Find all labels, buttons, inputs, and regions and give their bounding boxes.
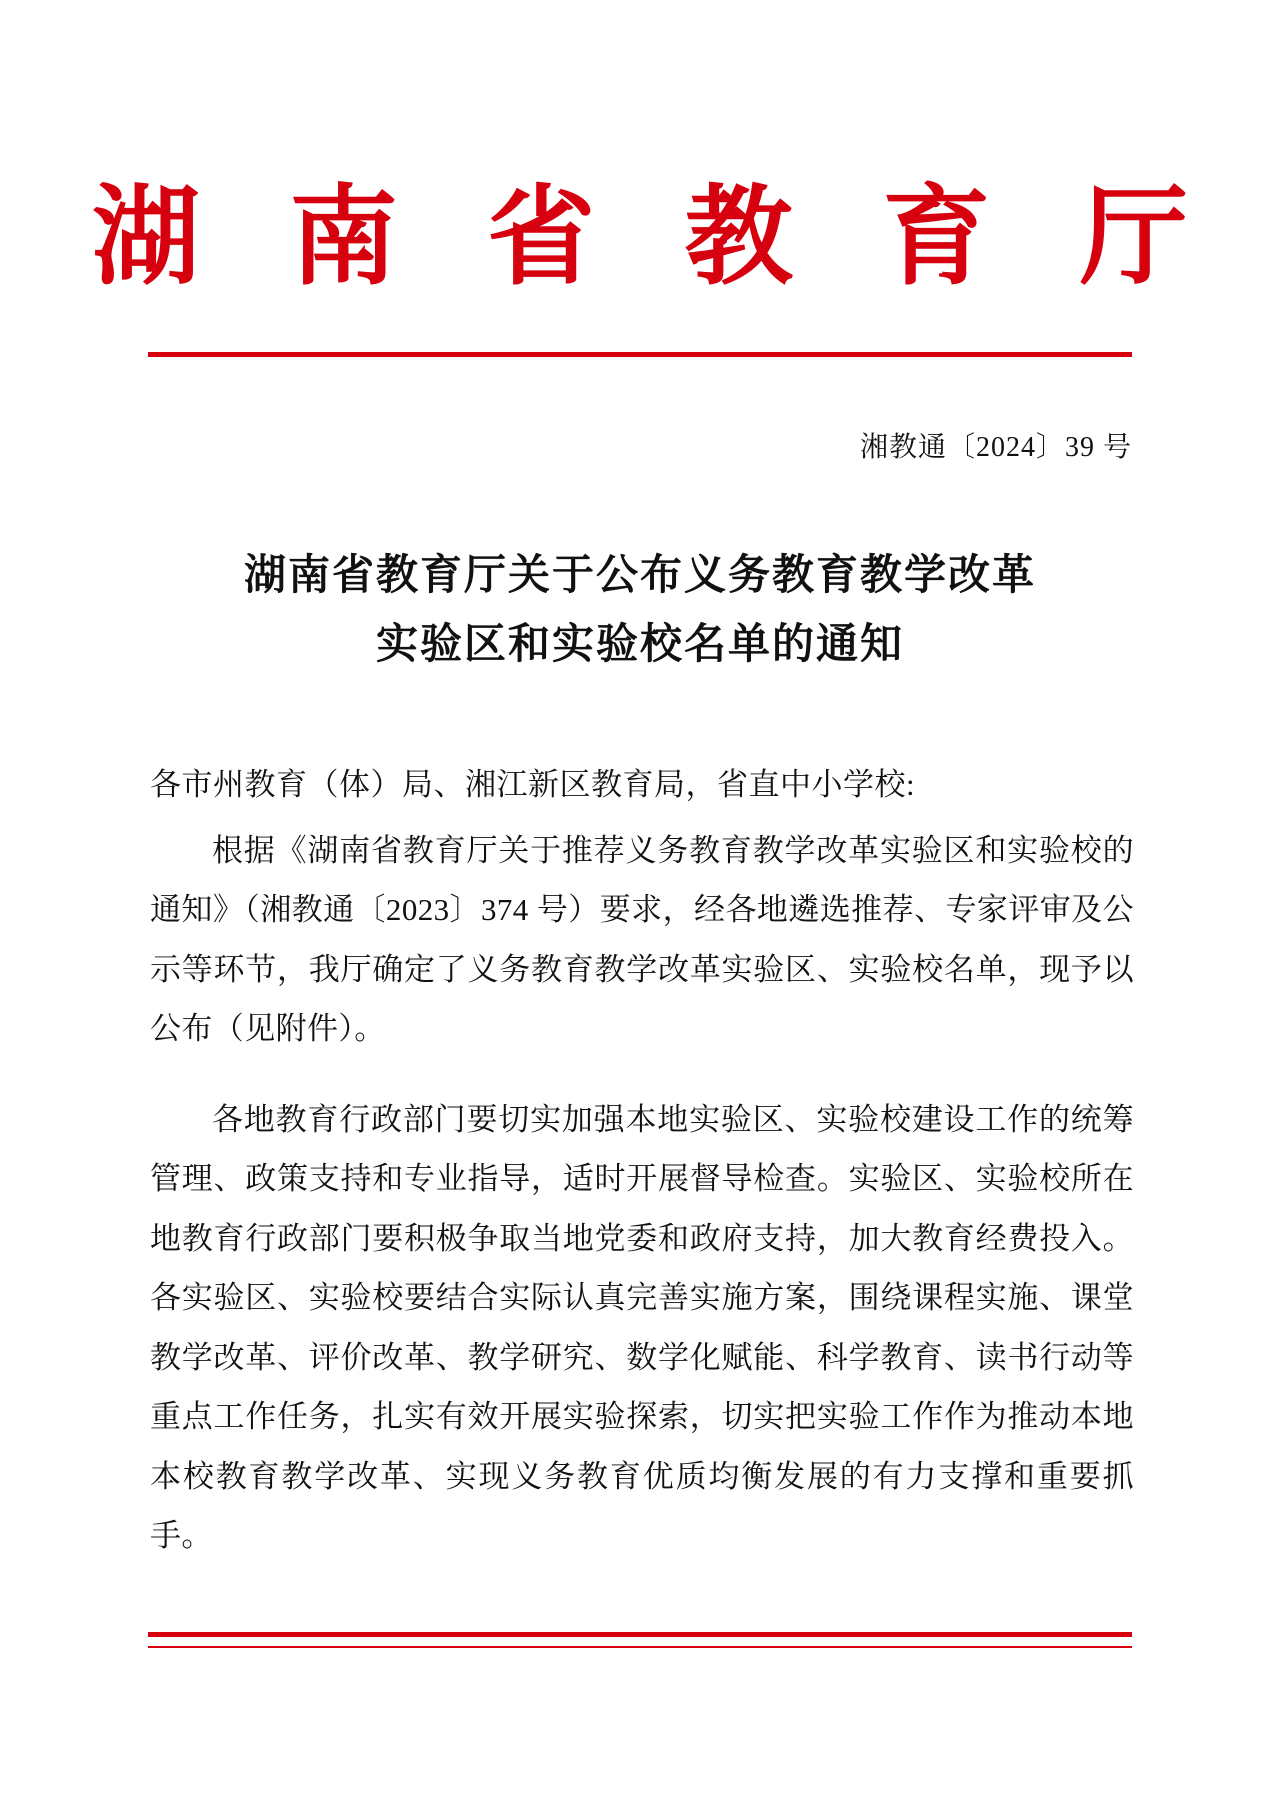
page-title-line-1: 湖南省教育厅关于公布义务教育教学改革 xyxy=(243,550,1036,599)
issuing-authority-title: 湖 南 省 教 育 厅 xyxy=(92,174,1214,300)
page-title-line-2: 实验区和实验校名单的通知 xyxy=(375,619,904,669)
document-body xyxy=(150,755,1134,1597)
header-red-rule xyxy=(148,352,1132,357)
masthead xyxy=(0,175,1280,299)
body-paragraph-2: 各地教育行政部门要切实加强本地实验区、实验校建设工作的统筹管理、政策支持和专业指导，适时开展督导检查。实验区、实验校所在地教育行政部门要积极争取当地党委和政府支持，加大教育经费投入。各实验区、实验校要结合实际认真完善实施方案，围绕课程实施、课堂教学改革、评价改革、教学研究、数学化赋能、科学教育、读书行动等重点工作任务，扎实有效开展实验探索，切实把实验工作作为推动本地本校教育教学改革、实现义务教育优质均衡发展的有力支撑和重要抓手。 xyxy=(150,1101,1134,1554)
footer-red-rule-thick xyxy=(148,1632,1132,1637)
page-title xyxy=(150,540,1130,679)
body-paragraph-1: 根据《湖南省教育厅关于推荐义务教育教学改革实验区和实验校的通知》（湘教通〔2023〕374 号）要求，经各地遴选推荐、专家评审及公示等环节，我厅确定了义务教育教学改革实验区、实验校名单，现予以公布（见附件）。 xyxy=(150,832,1134,1047)
footer-red-rule-thin xyxy=(148,1646,1132,1648)
salutation: 各市州教育（体）局、湘江新区教育局，省直中小学校: xyxy=(150,767,916,802)
document-number: 湘教通〔2024〕39 号 xyxy=(859,432,1132,463)
